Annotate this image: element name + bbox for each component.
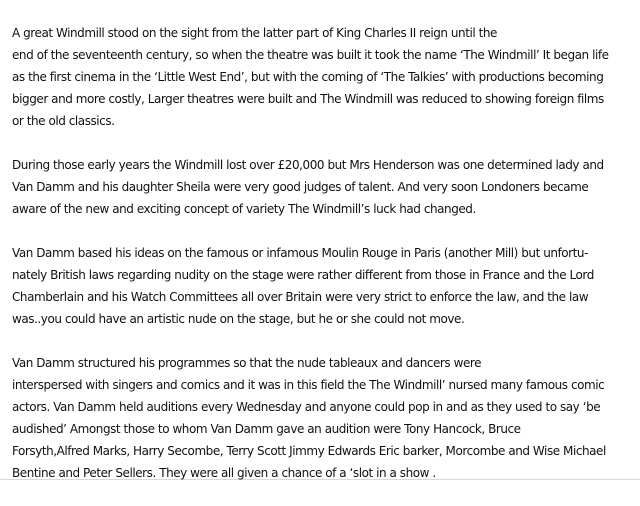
text-line: was..you could have an artistic nude on the stage, but he or she could not move. <box>12 312 465 326</box>
text-line: audished’ Amongst those to whom Van Damm gave an audition were Tony Hancock, Bruce <box>12 422 521 436</box>
text-line: Bentine and Peter Sellers. They were all given a chance of a ‘slot in a show . <box>12 466 436 480</box>
paragraph-3 <box>12 242 634 330</box>
text-line: Van Damm structured his programmes so that the nude tableaux and dancers were <box>12 356 482 370</box>
text-line: actors. Van Damm held auditions every Wednesday and anyone could pop in and as they used to say ‘be <box>12 400 601 414</box>
text-line: bigger and more costly, Larger theatres were built and The Windmill was reduced to showing foreign films <box>12 92 604 106</box>
text-line: aware of the new and exciting concept of variety The Windmill’s luck had changed. <box>12 202 476 216</box>
text-line: interspersed with singers and comics and it was in this field the The Windmill’ nursed many famous comic <box>12 378 605 392</box>
text-line: During those early years the Windmill lost over £20,000 but Mrs Henderson was one determined lady and <box>12 158 604 172</box>
text-line: Chamberlain and his Watch Committees all over Britain were very strict to enforce the law, and the law <box>12 290 589 304</box>
text-line: end of the seventeenth century, so when the theatre was built it took the name ‘The Windmill’ It began life <box>12 48 609 62</box>
paragraph-4 <box>12 352 634 484</box>
text-line: A great Windmill stood on the sight from the latter part of King Charles II reign until the <box>12 26 497 40</box>
paragraph-2 <box>12 154 634 220</box>
document-body <box>12 22 634 506</box>
paragraph-1 <box>12 22 634 132</box>
text-line: as the first cinema in the ‘Little West End’, but with the coming of ‘The Talkies’ with productions becoming <box>12 70 604 84</box>
text-line: nately British laws regarding nudity on the stage were rather different from those in France and the Lord <box>12 268 594 282</box>
text-line: Forsyth,Alfred Marks, Harry Secombe, Terry Scott Jimmy Edwards Eric barker, Morcombe and Wise Michael <box>12 444 606 458</box>
text-line: Van Damm and his daughter Sheila were very good judges of talent. And very soon Londoners became <box>12 180 589 194</box>
text-line: or the old classics. <box>12 114 115 128</box>
text-line: Van Damm based his ideas on the famous or infamous Moulin Rouge in Paris (another Mill) but unfortu- <box>12 246 588 260</box>
